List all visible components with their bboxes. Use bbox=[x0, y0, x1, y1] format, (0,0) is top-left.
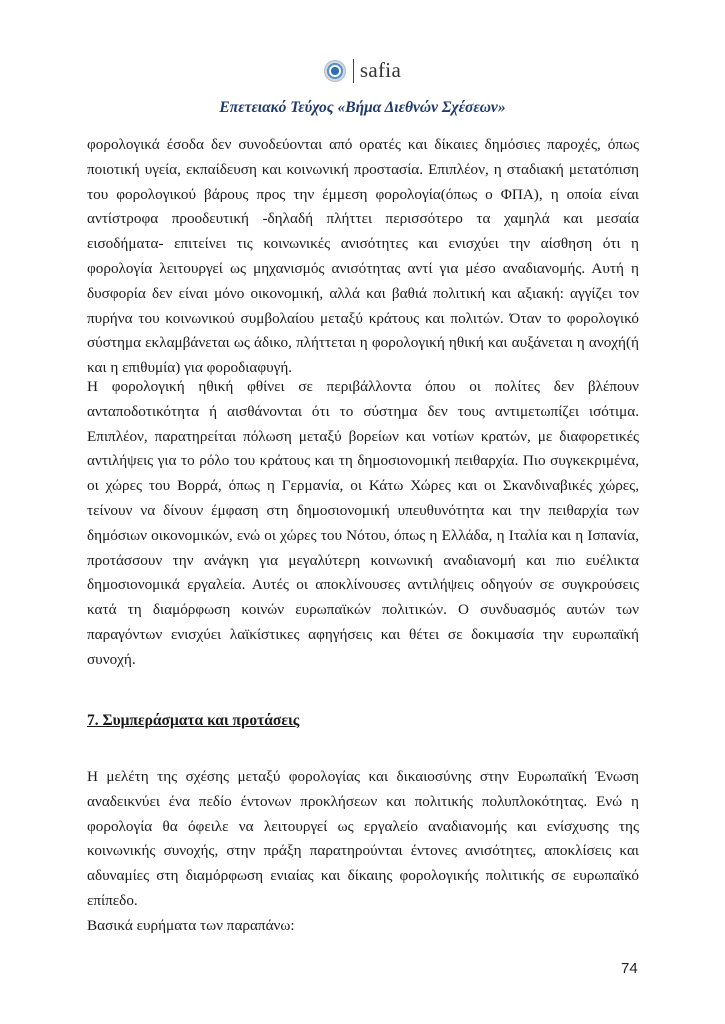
paragraph-tax-morale: Η φορολογική ηθική φθίνει σε περιβάλλοντα όπου οι πολίτες δεν βλέπουν ανταποδοτικότητα ή αισθάνονται ότι το σύστημα δεν τους αντιμετωπίζει ισότιμα. Επιπλέον, παρατηρείται πόλωση μεταξύ βορείων και νοτίων κρατών, με διαφορετικές αντιλήψεις για το ρόλο του κράτους και τη δημοσιονομική πειθαρχία. Πιο συγκεκριμένα, οι χώρες του Βορρά, όπως η Γερμανία, οι Κάτω Χώρες και οι Σκανδιναβικές χώρες, τείνουν να δίνουν έμφαση στη δημοσιονομική υπευθυνότητα και την πειθαρχία των δημόσιων οικονομικών, ενώ οι χώρες του Νότου, όπως η Ελλάδα, η Ιταλία και η Ισπανία, προτάσσουν την ανάγκη για μεγαλύτερη κοινωνική αναδιανομή και πιο ευέλικτα δημοσιονομικά εργαλεία. Αυτές οι αποκλίνουσες αντιλήψεις οδηγούν σε συγκρούσεις κατά τη διαμόρφωση κοινών ευρωπαϊκών πολιτικών. Ο συνδυασμός αυτών των παραγόντων ενισχύει λαϊκίστικες αφηγήσεις και θέτει σε δοκιμασία την ευρωπαϊκή συνοχή. bbox=[87, 378, 639, 668]
paragraph-key-findings: Βασικά ευρήματα των παραπάνω: bbox=[87, 917, 295, 934]
logo-divider bbox=[353, 59, 354, 83]
paragraph-continued: φορολογικά έσοδα δεν συνοδεύονται από ορατές και δίκαιες δημόσιες παροχές, όπως ποιοτική υγεία, εκπαίδευση και κοινωνική προστασία. Επιπλέον, η σταδιακή μετατόπιση του φορολογικού βάρους προς την έμμεση φορολογία(όπως ο ΦΠΑ), η οποία είναι αντίστροφα προοδευτική -δηλαδή πλήττει περισσότερο τα χαμηλά και μεσαία εισοδήματα- επιτείνει τις κοινωνικές ανισότητες και ενισχύει την αίσθηση ότι η φορολογία λειτουργεί ως μηχανισμός ανισότητας αντί για μέσο αναδιανομής. Αυτή η δυσφορία δεν είναι μόνο οικονομική, αλλά και βαθιά πολιτική και αξιακή: αγγίζει τον πυρήνα του κοινωνικού συμβολαίου μεταξύ κράτους και πολιτών. Όταν το φορολογικό σύστημα εκλαμβάνεται ως άδικο, πλήττεται η φορολογική ηθική και αυξάνεται η ανοχή(ή και η επιθυμία) για φοροδιαφυγή. bbox=[87, 136, 639, 377]
logo-text: safia bbox=[359, 58, 402, 82]
paragraph-conclusions: Η μελέτη της σχέσης μεταξύ φορολογίας και δικαιοσύνης στην Ευρωπαϊκή Ένωση αναδεικνύει ένα πεδίο έντονων προκλήσεων και πολιτικής πολυπλοκότητας. Ενώ η φορολογία θα όφειλε να λειτουργεί ως εργαλείο αναδιανομής και ενίσχυσης της κοινωνικής συνοχής, στην πράξη παρατηρούνται έντονες ανισότητες, αποκλίσεις και αδυναμίες στη διαμόρφωση ενιαίας και δίκαιης φορολογικής πολιτικής σε ευρωπαϊκό επίπεδο. bbox=[87, 768, 639, 909]
circular-seal-icon bbox=[324, 60, 346, 82]
page-header bbox=[0, 58, 725, 83]
journal-title: Επετειακό Τεύχος «Βήμα Διεθνών Σχέσεων» bbox=[219, 99, 506, 116]
section-heading: 7. Συμπεράσματα και προτάσεις bbox=[87, 712, 300, 729]
page-number: 74 bbox=[621, 960, 638, 977]
